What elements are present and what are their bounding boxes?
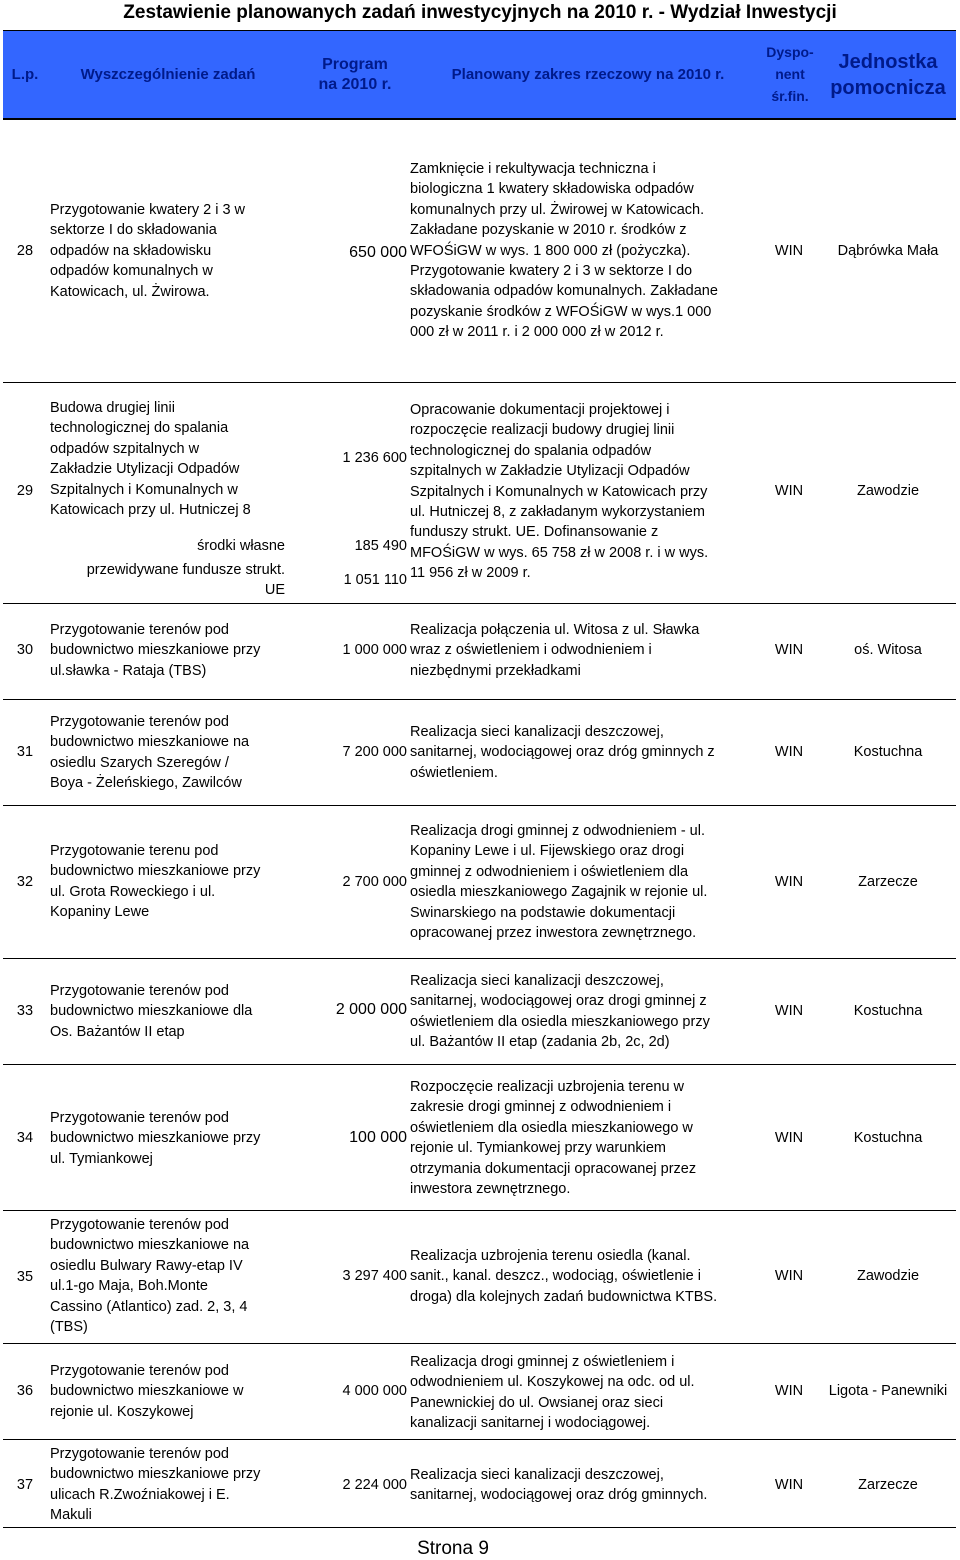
- row-dysponent: WIN: [774, 744, 804, 760]
- row-scope: Realizacja drogi gminnej z oświetleniem i odwodnieniem ul. Koszykowej na odc. od ul. Panewnickiej do ul. Owsianej oraz sieci kanalizacji sanitarnej i wodociągowej.: [410, 1354, 695, 1432]
- row-unit: Kostuchna: [853, 1130, 923, 1146]
- row-lp: 30: [16, 642, 34, 658]
- row-lp: 34: [16, 1130, 34, 1146]
- table-row: [3, 603, 956, 700]
- row-program: 7 200 000: [342, 744, 407, 760]
- row-unit: Zawodzie: [856, 1268, 920, 1284]
- row-task: Przygotowanie terenu pod budownictwo mieszkaniowe przy ul. Grota Roweckiego i ul. Kopaniny Lewe: [50, 843, 261, 921]
- page-title: Zestawienie planowanych zadań inwestycyjnych na 2010 r. - Wydział Inwestycji: [123, 2, 837, 23]
- row-task: Przygotowanie kwatery 2 i 3 w sektorze I do składowania odpadów na składowisku odpadów komunalnych w Katowicach, ul. Żwirowa.: [50, 202, 246, 300]
- row-dysponent: WIN: [774, 243, 804, 259]
- header-dysponent-line2: nent: [775, 66, 805, 82]
- row-lp: 35: [16, 1269, 34, 1285]
- row-lp: 33: [16, 1003, 34, 1019]
- header-program: [301, 55, 409, 95]
- row-task: Przygotowanie terenów pod budownictwo mieszkaniowe przy ul. Tymiankowej: [50, 1110, 261, 1167]
- row-dysponent: WIN: [774, 642, 804, 658]
- row-task: Przygotowanie terenów pod budownictwo mieszkaniowe na osiedlu Szarych Szeregów / Boya - Żeleńskiego, Zawilców: [50, 714, 250, 792]
- row-unit: Zawodzie: [856, 483, 920, 499]
- row-lp: 37: [16, 1477, 34, 1493]
- row-scope: Realizacja sieci kanalizacji deszczowej, sanitarnej, wodociągowej oraz dróg gminnych z oświetleniem.: [410, 724, 715, 781]
- row-scope: Zamknięcie i rekultywacja techniczna i biologiczna 1 kwatery składowiska odpadów komunalnych przy ul. Żwirowej w Katowicach. Zakładane pozyskanie w 2010 r. środków z WFOŚiGW w wys. 1 800 000 zł (pożyczka). Przygotowanie kwatery 2 i 3 w sektorze I do składowania odpadów komunalnych. Zakładane pozyskanie środków z WFOŚiGW w wys.1 000 000 zł w 2011 r. i 2 000 000 zł w 2012 r.: [410, 161, 718, 341]
- table-row: [3, 1210, 956, 1344]
- row-lp: 32: [16, 874, 34, 890]
- row-unit: Dąbrówka Mała: [837, 243, 939, 259]
- table-row: [3, 119, 956, 359]
- row-scope: Realizacja sieci kanalizacji deszczowej, sanitarnej, wodociągowej oraz drogi gminnej z oświetleniem dla osiedla mieszkaniowego przy ul. Bażantów II etap (zadania 2b, 2c, 2d): [410, 973, 710, 1051]
- row-scope: Realizacja połączenia ul. Witosa z ul. Sławka wraz z oświetleniem i odwodnieniem i niezbędnymi przekładkami: [410, 622, 700, 679]
- row-program: 1 000 000: [342, 642, 407, 658]
- header-dysponent-line3: śr.fin.: [771, 88, 809, 104]
- row-lp: 28: [16, 243, 34, 259]
- row-program: 2 224 000: [342, 1477, 407, 1493]
- table-row: [3, 1064, 956, 1211]
- row-program: 2 000 000: [335, 1001, 407, 1018]
- header-dysponent-line1: Dyspo-: [766, 44, 814, 60]
- table-bottom-border: [3, 1527, 956, 1528]
- row-task: Przygotowanie terenów pod budownictwo mieszkaniowe na osiedlu Bulwary Rawy-etap IV ul.1-go Maja, Boh.Monte Cassino (Atlantico) zad. 2, 3, 4 (TBS): [50, 1217, 250, 1336]
- row-eu-funds-label: przewidywane fundusze strukt. UE: [86, 562, 285, 599]
- row-unit: Zarzecze: [858, 1477, 918, 1493]
- row-scope: Rozpoczęcie realizacji uzbrojenia terenu w zakresie drogi gminnej z odwodnieniem i oświetleniem dla osiedla mieszkaniowego w rejonie ul. Tymiankowej przy warunkiem otrzymania dokumentacji opracowanej przez inwestora zewnętrznego.: [410, 1079, 697, 1198]
- row-dysponent: WIN: [774, 483, 804, 499]
- row-task: Budowa drugiej linii technologicznej do spalania odpadów szpitalnych w Zakładzie Utylizacji Odpadów Szpitalnych i Komunalnych w Katowicach przy ul. Hutniczej 8: [50, 400, 251, 519]
- row-eu-funds-value: 1 051 110: [343, 572, 407, 588]
- table-row: [3, 1439, 956, 1528]
- row-lp: 36: [16, 1383, 34, 1399]
- row-dysponent: WIN: [774, 1383, 804, 1399]
- row-program: 2 700 000: [342, 874, 407, 890]
- table-header: [3, 30, 956, 119]
- row-own-funds-value: 185 490: [354, 538, 407, 554]
- header-wyszczegolnienie: Wyszczególnienie zadań: [80, 66, 256, 83]
- row-program: 1 236 600: [342, 450, 407, 466]
- row-task: Przygotowanie terenów pod budownictwo mieszkaniowe dla Os. Bażantów II etap: [50, 983, 253, 1040]
- table-row: [3, 382, 956, 603]
- table-row: [3, 1343, 956, 1440]
- row-lp: 29: [16, 483, 34, 499]
- row-scope: Realizacja uzbrojenia terenu osiedla (kanal. sanit., kanal. deszcz., wodociąg, oświetlenie i droga) dla kolejnych zadań budownictwa KTBS.: [410, 1248, 718, 1305]
- row-unit: Zarzecze: [858, 874, 918, 890]
- page-number: Strona 9: [417, 1538, 489, 1559]
- row-program: 4 000 000: [342, 1383, 407, 1399]
- row-program: 100 000: [349, 1129, 407, 1146]
- row-unit: Kostuchna: [853, 744, 923, 760]
- header-program-line1: Program: [322, 56, 388, 73]
- header-program-line2: na 2010 r.: [318, 76, 392, 93]
- table-row: [3, 805, 956, 959]
- row-scope: Opracowanie dokumentacji projektowej i rozpoczęcie realizacji budowy drugiej linii technologicznej do spalania odpadów szpitalnych w Zakładzie Utylizacji Odpadów Szpitalnych i Komunalnych w Katowicach przy ul. Hutniczej 8, z zakładanym wykorzystaniem funduszy strukt. UE. Dofinansowanie z MFOŚiGW w wys. 65 758 zł w 2008 r. i w wys. 11 956 zł w 2009 r.: [410, 402, 709, 582]
- row-lp: 31: [16, 744, 34, 760]
- header-zakres: Planowany zakres rzeczowy na 2010 r.: [451, 66, 725, 83]
- row-unit: Ligota - Panewniki: [828, 1383, 948, 1399]
- row-scope: Realizacja sieci kanalizacji deszczowej, sanitarnej, wodociągowej oraz dróg gminnych.: [410, 1467, 708, 1504]
- row-own-funds-label: środki własne: [197, 538, 285, 554]
- row-dysponent: WIN: [774, 1477, 804, 1493]
- row-scope: Realizacja drogi gminnej z odwodnieniem - ul. Kopaniny Lewe i ul. Fijewskiego oraz drogi gminnej z odwodnieniem i oświetleniem dla osiedla mieszkaniowego Zagajnik w rejonie ul. Swinarskiego na podstawie dokumentacji opracowanej przez inwestora zewnętrznego.: [410, 823, 708, 942]
- row-dysponent: WIN: [774, 1003, 804, 1019]
- row-unit: Kostuchna: [853, 1003, 923, 1019]
- header-dysponent: [755, 41, 825, 107]
- row-task: Przygotowanie terenów pod budownictwo mieszkaniowe przy ul.sławka - Rataja (TBS): [50, 622, 261, 679]
- header-jednostka-line2: pomocnicza: [830, 77, 946, 99]
- row-dysponent: WIN: [774, 1268, 804, 1284]
- row-task: Przygotowanie terenów pod budownictwo mieszkaniowe w rejonie ul. Koszykowej: [50, 1363, 244, 1420]
- table-row: [3, 699, 956, 806]
- header-jednostka: [818, 49, 958, 101]
- row-dysponent: WIN: [774, 874, 804, 890]
- row-dysponent: WIN: [774, 1130, 804, 1146]
- header-lp: L.p.: [11, 66, 39, 83]
- row-task: Przygotowanie terenów pod budownictwo mieszkaniowe przy ulicach R.Zwoźniakowej i E. Makuli: [50, 1446, 261, 1524]
- row-program: 3 297 400: [342, 1268, 407, 1284]
- header-jednostka-line1: Jednostka: [838, 51, 938, 73]
- row-program: 650 000: [349, 244, 407, 261]
- table-row: [3, 958, 956, 1065]
- row-unit: oś. Witosa: [854, 642, 922, 658]
